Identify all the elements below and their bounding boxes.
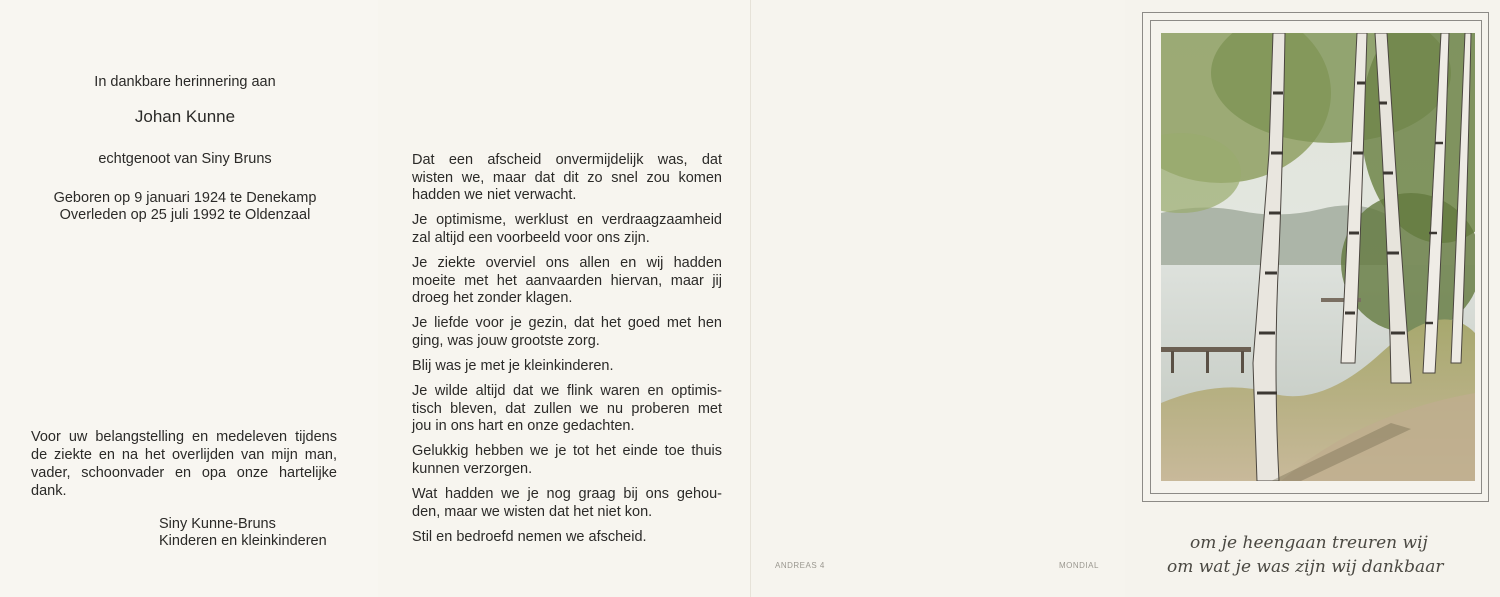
deceased-name: Johan Kunne: [134, 107, 236, 126]
intro-text: In dankbare herinnering aan: [94, 74, 276, 90]
poem-line: jou in ons hart en onze gedachten.: [412, 418, 635, 435]
poem-line: Je ziekte overviel ons allen en wij hadden: [412, 254, 722, 271]
poem-line: Je liefde voor je gezin, dat het goed met hen: [412, 315, 722, 332]
memorial-poem: [412, 152, 722, 554]
poem-line: moeite met het aanvaarden hiervan, maar jij: [412, 272, 722, 289]
signature-spouse: Siny Kunne-Bruns: [159, 516, 276, 532]
closing-verse-line-1: om je heengaan treuren wij: [1190, 533, 1428, 553]
poem-line: Gelukkig hebben we je tot het einde toe thuis: [412, 443, 722, 460]
poem-line: Dat een afscheid onvermijdelijk was, dat: [412, 152, 722, 168]
poem-line: den, maar we wisten dat het niet kon.: [412, 503, 653, 520]
poem-line: Je wilde altijd dat we flink waren en optimis-: [412, 383, 722, 400]
poem-stanza: [412, 315, 722, 350]
thanks-line: Voor uw belangstelling en medeleven tijdens: [31, 429, 337, 445]
print-mark-left: ANDREAS 4: [775, 561, 825, 570]
poem-line: Blij was je met je kleinkinderen.: [412, 357, 614, 374]
poem-stanza: [412, 383, 722, 436]
poem-line: hadden we niet verwacht.: [412, 187, 577, 204]
poem-stanza: [412, 529, 722, 547]
print-mark-right: MONDIAL: [1059, 561, 1099, 570]
poem-line: ging, was jouw grootste zorg.: [412, 332, 600, 349]
poem-stanza: [412, 212, 722, 247]
poem-stanza: [412, 486, 722, 521]
thanks-line: de ziekte en na het overlijden van mijn man,: [31, 447, 337, 463]
thanks-line: dank.: [31, 483, 67, 499]
fold-line: [750, 0, 751, 597]
poem-line: tisch bleven, dat zullen we nu proberen met: [412, 400, 722, 417]
signature-family: Kinderen en kleinkinderen: [159, 533, 327, 549]
closing-verse-line-2: om wat je was zijn wij dankbaar: [1167, 557, 1444, 577]
thanks-line: vader, schoonvader en opa onze hartelijke: [31, 465, 337, 481]
birch-trees-lake-photo: [1161, 33, 1475, 481]
poem-stanza: [412, 152, 722, 205]
card-panel-blank: [750, 0, 1125, 597]
poem-stanza: [412, 255, 722, 308]
poem-line: Stil en bedroefd nemen we afscheid.: [412, 528, 647, 545]
poem-line: kunnen verzorgen.: [412, 460, 533, 477]
poem-line: droeg het zonder klagen.: [412, 290, 573, 307]
poem-line: wisten we, maar dat dit zo snel zou komen: [412, 169, 722, 186]
poem-line: zal altijd een voorbeeld voor ons zijn.: [412, 229, 650, 246]
birth-text: Geboren op 9 januari 1924 te Denekamp: [53, 190, 317, 206]
spouse-text: echtgenoot van Siny Bruns: [98, 151, 272, 167]
poem-stanza: [412, 443, 722, 478]
poem-stanza: [412, 358, 722, 376]
poem-line: Je optimisme, werklust en verdraagzaamheid: [412, 212, 722, 229]
poem-line: Wat hadden we je nog graag bij ons gehou-: [412, 486, 722, 502]
death-text: Overleden op 25 juli 1992 te Oldenzaal: [59, 207, 311, 223]
